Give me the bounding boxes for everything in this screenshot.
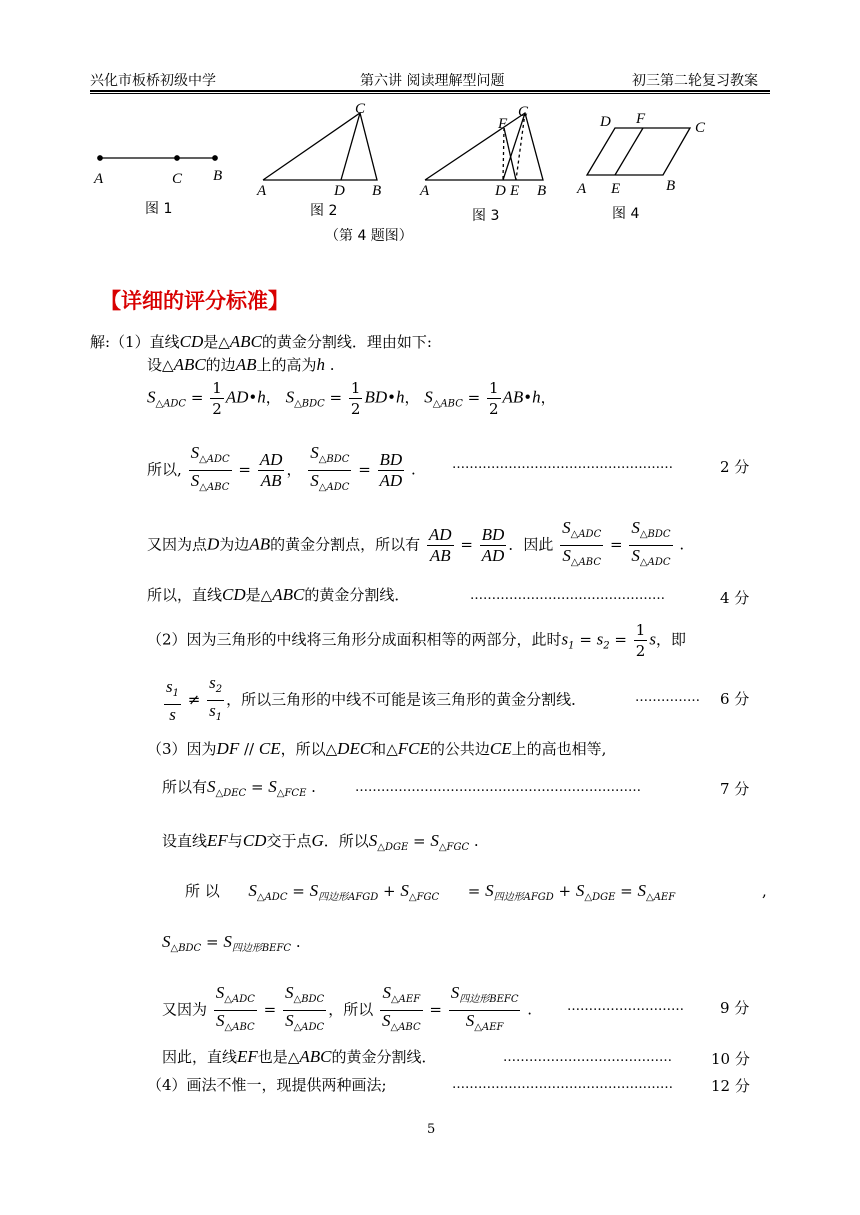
fig2-label-d: D <box>334 183 345 199</box>
fig3-line-ce <box>516 113 525 180</box>
solution-part2-b: $\frac{s_1}{s}$ ≠ $\frac{s_2}{s_1}$ ，所以三角形的中线不可能是该三角形的黄金分割线． <box>166 673 587 724</box>
figures-panel <box>85 100 765 245</box>
fig1-caption: 图 1 <box>145 201 173 217</box>
fig2-label-b: B <box>372 183 382 199</box>
fig1-label-b: B <box>213 168 223 184</box>
area-formulas: $S_{\triangle ADC}$ = $\frac{1}{2}$ AD•h， $S_{\triangle BDC}$ = $\frac{1}{2}$ BD•h， $S_{\triangle ABC}$ = $\frac{1}{2}$ AB•h， <box>147 379 556 418</box>
fig4-caption: 图 4 <box>612 206 640 222</box>
fig3-label-d: D <box>495 183 506 199</box>
score-7: 7 分 <box>720 780 750 798</box>
score-6: 6 分 <box>720 690 750 708</box>
section-title: 【详细的评分标准】 <box>100 289 289 313</box>
score-12: 12 分 <box>711 1077 750 1095</box>
fig3-triangle <box>425 113 543 180</box>
fig4-label-c: C <box>695 120 706 136</box>
ratio-conclusion-3: 又因为 $\frac{S_{\triangle ADC}}{S_{\triangle ABC}}$ = $\frac{S_{\triangle BDC}}{S_{\triangle ADC}}$ ，所以 $\frac{S_{\triangle AEF}}{S_{\triangle ABC}}$ = $\frac{S_{四边形BEFC}}{S_{\triangle AEF}}$ . <box>162 983 533 1033</box>
header-school: 兴化市板桥初级中学 <box>90 73 216 89</box>
score-dots-9: ……………………… <box>567 999 684 1014</box>
conclusion-part1: 所以，直线CD是△ABC的黄金分割线． <box>147 585 410 604</box>
area-bdc-equal: $S_{\triangle BDC} = S_{四边形BEFC}$ . <box>162 932 301 954</box>
score-dots-6: …………… <box>635 690 700 705</box>
fig3-label-a: A <box>420 183 430 199</box>
page-number: 5 <box>427 1122 436 1137</box>
fig2-line-cd <box>341 113 360 180</box>
solution-part1-intro: 解:（1）直线CD是△ABC的黄金分割线．理由如下: <box>90 332 432 351</box>
fig3-line-df <box>503 128 504 180</box>
fig1-point-c <box>175 156 179 160</box>
fig3-label-c: C <box>518 104 529 120</box>
fig1-point-b <box>213 156 217 160</box>
equal-area-dec-fce: 所以有$S_{\triangle DEC} = S_{\triangle FCE}$ . <box>162 777 316 799</box>
solution-part3: （3）因为DF // CE，所以△DEC和△FCE的公共边CE上的高也相等, <box>147 739 607 758</box>
comma: , <box>762 882 767 900</box>
fig4-label-d: D <box>600 114 611 130</box>
solution-part2: （2）因为三角形的中线将三角形分成面积相等的两部分，此时$s_1 = s_2$ = $\frac{1}{2}$ s，即 <box>147 621 686 660</box>
score-dots-10: ………………………………… <box>503 1050 672 1065</box>
score-10: 10 分 <box>711 1050 750 1068</box>
fig4-label-e: E <box>611 181 621 197</box>
score-2: 2 分 <box>720 458 750 476</box>
score-dots-4: ……………………………………… <box>470 588 665 603</box>
fig1-point-a <box>98 156 102 160</box>
fig1-label-c: C <box>172 171 183 187</box>
fig2-label-a: A <box>257 183 267 199</box>
header-course: 初三第二轮复习教案 <box>632 73 758 89</box>
fig2-triangle <box>263 113 377 180</box>
fig1-label-a: A <box>94 171 104 187</box>
fig3-label-e: E <box>510 183 520 199</box>
ratio-line-1: 所以, $\frac{S_{\triangle ADC}}{S_{\triangle ABC}}$ = $\frac{AD}{AB}$ ， $\frac{S_{\triangle BDC}}{S_{\triangle ADC}}$ = $\frac{BD}{AD}$ . <box>147 443 416 493</box>
conclusion-part3: 因此，直线EF也是△ABC的黄金分割线． <box>162 1047 437 1066</box>
header-rule <box>90 90 770 92</box>
area-chain: 所 以 $S_{\triangle ADC} = S_{四边形AFGD} + S_{\triangle FGC}$ = $S_{四边形AFGD} + S_{\triangle DGE} = S_{\triangle AEF}$ <box>185 881 676 903</box>
score-9: 9 分 <box>720 999 750 1017</box>
fig4-label-f: F <box>636 111 646 127</box>
fig4-line-ef <box>615 128 643 175</box>
fig4-label-b: B <box>666 178 676 194</box>
golden-point-line: 又因为点D为边AB的黄金分割点，所以有 $\frac{AD}{AB}$ = $\frac{BD}{AD}$ ．因此 $\frac{S_{\triangle ADC}}{S_{\triangle ABC}}$ = $\frac{S_{\triangle BDC}}{S_{\triangle ADC}}$ . <box>147 518 685 568</box>
fig3-caption: 图 3 <box>472 208 500 224</box>
score-4: 4 分 <box>720 589 750 607</box>
solution-part1-setup: 设△ABC的边AB上的高为h . <box>147 355 335 374</box>
score-dots-2: …………………………………………… <box>452 457 673 472</box>
score-dots-7: ………………………………………………………… <box>355 780 641 795</box>
fig3-label-b: B <box>537 183 547 199</box>
score-dots-12: …………………………………………… <box>452 1077 673 1092</box>
header-rule-thin <box>90 93 770 94</box>
header-lecture: 第六讲 阅读理解型问题 <box>360 73 505 89</box>
fig4-label-a: A <box>577 181 587 197</box>
solution-part4: （4）画法不惟一，现提供两种画法; <box>147 1076 387 1094</box>
intersection-g: 设直线EF与CD交于点G．所以$S_{\triangle DGE} = S_{\triangle FGC}$ . <box>162 831 479 853</box>
fig2-label-c: C <box>355 101 366 117</box>
fig2-caption: 图 2 <box>310 203 338 219</box>
figures-caption: （第 4 题图） <box>325 228 413 244</box>
fig3-label-f: F <box>498 116 508 132</box>
